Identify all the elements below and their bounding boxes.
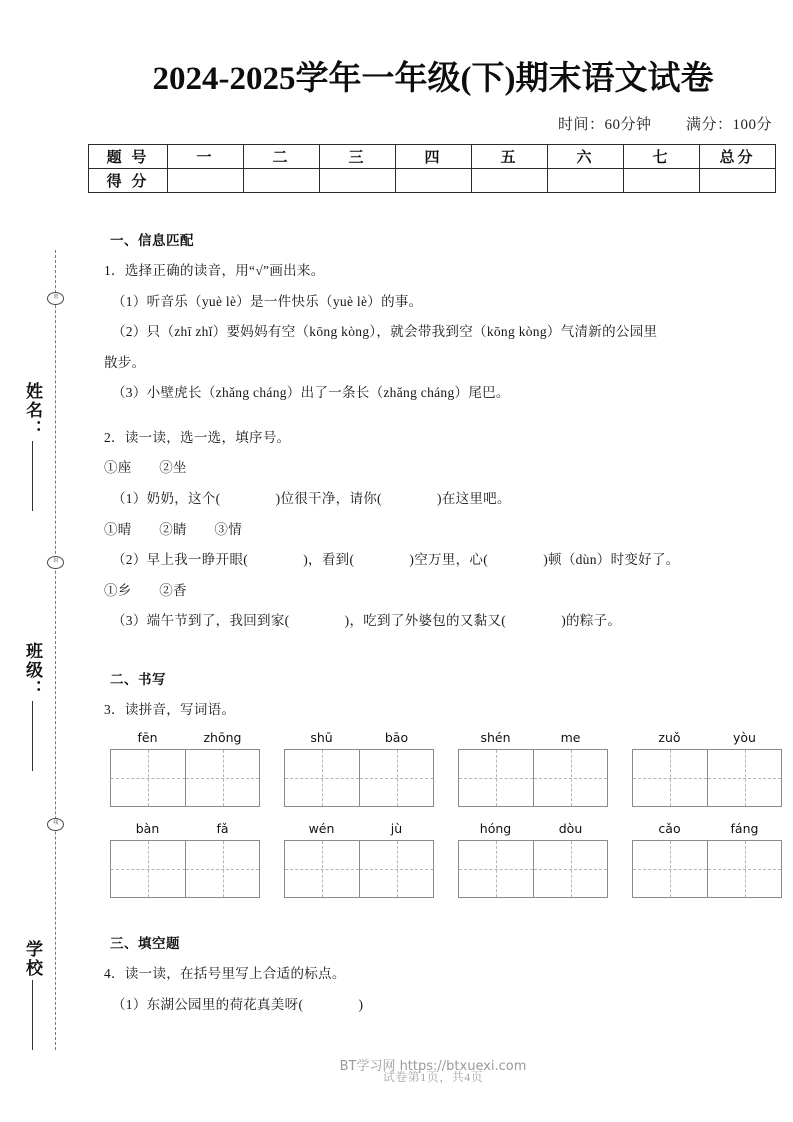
score-col-2: 二 bbox=[244, 145, 320, 169]
pinyin-syllable: fēn bbox=[137, 730, 158, 746]
student-name-writing-line bbox=[32, 441, 33, 511]
page-number-note: 试卷第1页，共4页 bbox=[382, 1070, 484, 1084]
score-table-value-row bbox=[89, 169, 776, 193]
seal-mark-2: 封 bbox=[47, 556, 64, 569]
score-cell-total[interactable] bbox=[700, 169, 776, 193]
question-2-group-1-sentence[interactable]: （1）奶奶，这个( )位很干净，请你( )在这里吧。 bbox=[112, 490, 511, 506]
pinyin-word-2 bbox=[284, 730, 434, 807]
pinyin-label-4 bbox=[632, 730, 782, 745]
student-school-label: 学校 bbox=[23, 940, 42, 978]
pinyin-word-7 bbox=[458, 821, 608, 898]
seal-mark-1: 密 bbox=[47, 292, 64, 305]
question-2-stem: 2．读一读，选一选，填序号。 bbox=[104, 429, 291, 445]
pinyin-label-7 bbox=[458, 821, 608, 836]
page-footer bbox=[88, 1055, 778, 1084]
score-col-7: 七 bbox=[624, 145, 700, 169]
question-1-item-2: （2）只（zhī zhǐ）要妈妈有空（kōng kòng），就会带我到空（kōng kòng）气清新的公园里 bbox=[112, 324, 658, 340]
section-heading-2: 二、书写 bbox=[110, 671, 166, 687]
pinyin-syllable: shū bbox=[310, 730, 333, 746]
exam-total-score: 满分：100分 bbox=[685, 117, 772, 133]
writing-grid[interactable] bbox=[458, 840, 608, 898]
score-table-row-label-number: 题 号 bbox=[89, 145, 168, 169]
section-heading-1: 一、信息匹配 bbox=[110, 233, 194, 248]
pinyin-syllable: zuǒ bbox=[658, 730, 681, 746]
writing-cell[interactable] bbox=[359, 841, 433, 897]
pinyin-syllable: jù bbox=[390, 821, 403, 837]
pinyin-syllable: fáng bbox=[730, 821, 759, 837]
pinyin-label-2 bbox=[284, 730, 434, 745]
pinyin-word-4 bbox=[632, 730, 782, 807]
question-3-stem: 3．读拼音，写词语。 bbox=[104, 701, 236, 717]
writing-grid[interactable] bbox=[632, 840, 782, 898]
writing-grid[interactable] bbox=[458, 749, 608, 807]
score-col-total: 总分 bbox=[700, 145, 776, 169]
pinyin-word-3 bbox=[458, 730, 608, 807]
student-school-field[interactable] bbox=[20, 940, 45, 1050]
question-2-group-2-sentence[interactable]: （2）早上我一睁开眼( )，看到( )空万里，心( )顿（dùn）时变好了。 bbox=[112, 552, 680, 568]
score-cell-7[interactable] bbox=[624, 169, 700, 193]
writing-cell[interactable] bbox=[459, 841, 533, 897]
exam-page bbox=[88, 0, 778, 1122]
question-2-group-3-options: ①乡 ②香 bbox=[104, 582, 187, 598]
section-heading-3: 三、填空题 bbox=[110, 936, 180, 952]
question-4-stem: 4．读一读，在括号里写上合适的标点。 bbox=[104, 966, 346, 982]
pinyin-syllable: shén bbox=[480, 730, 511, 746]
score-col-6: 六 bbox=[548, 145, 624, 169]
exam-meta bbox=[88, 113, 778, 134]
pinyin-syllable: zhōng bbox=[203, 730, 242, 746]
pinyin-syllable: bàn bbox=[135, 821, 160, 837]
score-cell-1[interactable] bbox=[168, 169, 244, 193]
pinyin-word-6 bbox=[284, 821, 434, 898]
student-school-writing-line bbox=[32, 980, 33, 1050]
writing-cell[interactable] bbox=[459, 750, 533, 806]
pinyin-syllable: hóng bbox=[479, 821, 512, 837]
seal-binding-column bbox=[0, 0, 90, 1122]
writing-cell[interactable] bbox=[185, 750, 259, 806]
pinyin-syllable: yòu bbox=[733, 730, 756, 746]
score-col-5: 五 bbox=[472, 145, 548, 169]
pinyin-label-8 bbox=[632, 821, 782, 836]
writing-cell[interactable] bbox=[111, 841, 185, 897]
writing-cell[interactable] bbox=[533, 841, 607, 897]
score-cell-3[interactable] bbox=[320, 169, 396, 193]
writing-cell[interactable] bbox=[285, 841, 359, 897]
pinyin-syllable: wén bbox=[308, 821, 335, 837]
student-name-label: 姓名： bbox=[23, 382, 42, 439]
score-cell-6[interactable] bbox=[548, 169, 624, 193]
pinyin-word-8 bbox=[632, 821, 782, 898]
score-cell-2[interactable] bbox=[244, 169, 320, 193]
pinyin-grid-row-1 bbox=[110, 730, 778, 807]
question-1-item-2-cont: 散步。 bbox=[104, 354, 146, 370]
score-col-4: 四 bbox=[396, 145, 472, 169]
question-2-group-3-sentence[interactable]: （3）端午节到了，我回到家( )，吃到了外婆包的又黏又( )的粽子。 bbox=[112, 613, 622, 629]
question-2-group-1-options: ①座 ②坐 bbox=[104, 460, 187, 476]
question-1-item-3: （3）小壁虎长（zhǎng cháng）出了一条长（zhǎng cháng）尾巴。 bbox=[112, 385, 510, 401]
pinyin-syllable: cǎo bbox=[658, 821, 681, 837]
score-table-header-row bbox=[89, 145, 776, 169]
score-table bbox=[88, 144, 776, 193]
student-class-label: 班级： bbox=[23, 642, 42, 699]
exam-content bbox=[88, 229, 778, 1014]
writing-cell[interactable] bbox=[707, 841, 781, 897]
site-watermark: BT学习网 https://btxuexi.com bbox=[339, 1059, 527, 1074]
student-class-writing-line bbox=[32, 701, 33, 771]
writing-grid[interactable] bbox=[284, 749, 434, 807]
writing-cell[interactable] bbox=[533, 750, 607, 806]
question-1-item-1: （1）听音乐（yuè lè）是一件快乐（yuè lè）的事。 bbox=[112, 293, 423, 309]
score-cell-4[interactable] bbox=[396, 169, 472, 193]
student-class-field[interactable] bbox=[20, 642, 45, 771]
exam-duration: 时间：60分钟 bbox=[557, 117, 652, 133]
writing-cell[interactable] bbox=[633, 841, 707, 897]
writing-cell[interactable] bbox=[185, 841, 259, 897]
pinyin-syllable: dòu bbox=[558, 821, 583, 837]
question-2-group-2-options: ①晴 ②睛 ③情 bbox=[104, 521, 242, 537]
score-col-3: 三 bbox=[320, 145, 396, 169]
pinyin-syllable: me bbox=[560, 730, 581, 746]
binding-dashed-line bbox=[55, 250, 56, 1050]
pinyin-syllable: fǎ bbox=[216, 821, 229, 837]
writing-cell[interactable] bbox=[359, 750, 433, 806]
writing-cell[interactable] bbox=[707, 750, 781, 806]
pinyin-label-6 bbox=[284, 821, 434, 836]
writing-grid[interactable] bbox=[110, 749, 260, 807]
student-name-field[interactable] bbox=[20, 382, 45, 511]
score-col-1: 一 bbox=[168, 145, 244, 169]
pinyin-label-1 bbox=[110, 730, 260, 745]
writing-cell[interactable] bbox=[285, 750, 359, 806]
pinyin-grid-row-2 bbox=[110, 821, 778, 898]
writing-grid[interactable] bbox=[284, 840, 434, 898]
seal-mark-3: 线 bbox=[47, 818, 64, 831]
page-title: 2024-2025学年一年级(下)期末语文试卷 bbox=[152, 61, 714, 97]
writing-cell[interactable] bbox=[111, 750, 185, 806]
writing-grid[interactable] bbox=[632, 749, 782, 807]
score-table-row-label-score: 得 分 bbox=[89, 169, 168, 193]
score-cell-5[interactable] bbox=[472, 169, 548, 193]
question-4-item-1[interactable]: （1）东湖公园里的荷花真美呀( ) bbox=[112, 996, 364, 1012]
pinyin-label-3 bbox=[458, 730, 608, 745]
question-1-stem: 1．选择正确的读音，用“√”画出来。 bbox=[104, 263, 325, 278]
pinyin-syllable: bāo bbox=[384, 730, 409, 746]
writing-cell[interactable] bbox=[633, 750, 707, 806]
pinyin-label-5 bbox=[110, 821, 260, 836]
pinyin-word-1 bbox=[110, 730, 260, 807]
writing-grid[interactable] bbox=[110, 840, 260, 898]
pinyin-word-5 bbox=[110, 821, 260, 898]
